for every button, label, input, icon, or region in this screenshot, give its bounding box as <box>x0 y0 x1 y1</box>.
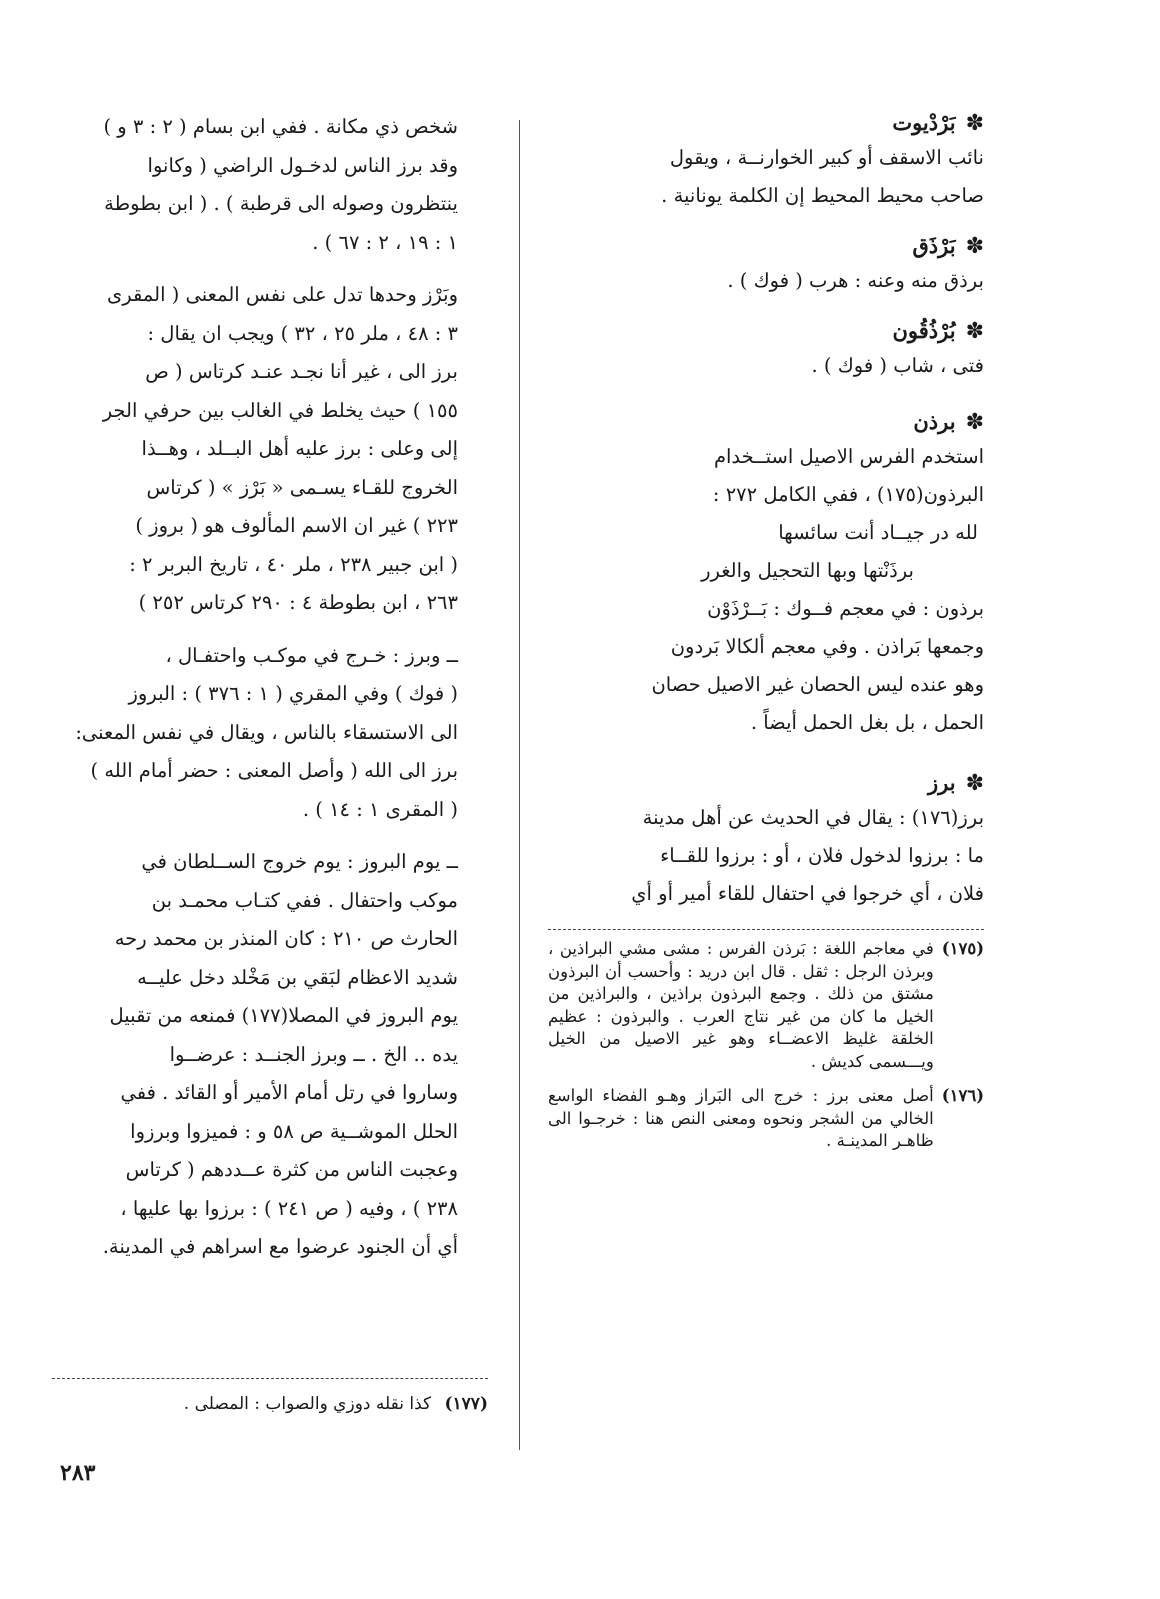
text-line: ( المقرى ١ : ١٤ ) . <box>302 797 458 821</box>
asterisk-icon: ✽ <box>965 410 984 435</box>
text-line: ١ : ١٩ ، ٢ : ٦٧ ) . <box>312 230 458 254</box>
entry-headword: بَرْدْيوت <box>892 110 956 135</box>
footnote-text: كذا نقله دوزي والصواب : المصلى . <box>183 1394 432 1414</box>
footnote-number: (١٧٧) <box>444 1394 488 1414</box>
text-line: موكب واحتفال . ففي كتـاب محمـد بن <box>151 888 458 912</box>
verse-line: لله در جيــاد أنت سائسها <box>778 521 978 544</box>
footnote-divider <box>548 929 984 930</box>
entry-headword: برذن <box>913 409 956 434</box>
text-line: وعجبت الناس من كثرة عــددهم ( كرتاس <box>125 1158 458 1181</box>
entry-line: استخدم الفرس الاصيل استــخدام <box>713 445 984 468</box>
entry-headword: برز <box>927 770 956 795</box>
text-line: الحلل الموشــية ص ٥٨ و : فميزوا وبرزوا <box>130 1119 458 1143</box>
text-line: ــ يوم البروز : يوم خروج الســلطان في <box>141 850 458 873</box>
footnote-text: في معاجم اللغة : بَرذن الفرس : مشى مشي البراذين ، وبرذن الرجل : ثقل . قال ابن دريد : وأحسب أن البرذون مشتق من ذلك . وجمع البرذون براذين ، والبراذين من الخيل ما كان من غير نتاج العرب . والبرذون : عظيم الخلقة غليظ الاعضــاء وهو غير الاصيل من الخيل ويـــسمى كديش . <box>548 939 934 1071</box>
entry-line: فتى ، شاب ( فوك ) . <box>811 354 984 377</box>
text-line: وقد برز الناس لدخـول الراضي ( وكانوا <box>147 153 458 177</box>
entry-line: برذق منه وعنه : هرب ( فوك ) . <box>727 269 984 292</box>
entry-line: وهو عنده ليس الحصان غير الاصيل حصان <box>651 673 984 696</box>
paragraph <box>52 843 458 1267</box>
text-line: ٢٦٣ ، ابن بطوطة ٤ : ٢٩٠ كرتاس ٢٥٢ ) <box>138 591 458 614</box>
entry-line: ما : برزوا لدخول فلان ، أو : برزوا للقــاء <box>660 844 984 867</box>
left-column <box>52 108 458 1281</box>
paragraph <box>52 276 458 623</box>
text-line: ( فوك ) وفي المقري ( ١ : ٣٧٦ ) : البروز <box>128 682 458 705</box>
entry-headword: بُرْذُقُون <box>892 318 956 343</box>
footnote-number: (١٧٦) <box>941 1086 984 1105</box>
text-line: ١٥٥ ) حيث يخلط في الغالب بين حرفي الجر <box>102 398 458 422</box>
text-line: الخروج للقـاء يسـمى « بَرْز » ( كرتاس <box>146 475 458 499</box>
text-line: الحارث ص ٢١٠ : كان المنذر بن محمد رحه <box>114 927 458 950</box>
text-line: يوم البروز في المصلا(١٧٧) فمنعه من تقبيل <box>109 1004 458 1027</box>
text-line: ينتظرون وصوله الى قرطبة ) . ( ابن بطوطة <box>104 192 458 215</box>
text-line: يده .. الخ . ــ وبرز الجنــد : عرضــوا <box>169 1042 458 1066</box>
column-divider <box>519 120 520 1450</box>
text-line: شخص ذي مكانة . ففي ابن بسام ( ٢ : ٣ و ) <box>103 115 458 138</box>
footnote-176 <box>548 1085 984 1153</box>
entry-line: البرذون(١٧٥) ، ففي الكامل ٢٧٢ : <box>712 483 984 506</box>
asterisk-icon: ✽ <box>965 771 984 796</box>
paragraph <box>52 108 458 262</box>
asterisk-icon: ✽ <box>965 111 984 136</box>
text-line: وساروا في رتل أمام الأمير أو القائد . ففي <box>120 1081 458 1104</box>
entry-line: فلان ، أي خرجوا في احتفال للقاء أمير أو أي <box>631 882 984 905</box>
text-line: برز الى ، غير أنا نجـد عنـد كرتاس ( ص <box>145 360 458 383</box>
entry-bardhaq <box>548 231 984 300</box>
footnote-divider <box>52 1378 488 1379</box>
right-column <box>548 108 984 1165</box>
asterisk-icon: ✽ <box>965 234 984 259</box>
text-line: ٢٢٣ ) غير ان الاسم المألوف هو ( بروز ) <box>135 514 458 537</box>
entry-burdhuqun <box>548 316 984 385</box>
text-line: شديد الاعظام لبَقي بن مَخْلد دخل عليــه <box>137 965 458 989</box>
entry-bardiyut <box>548 108 984 215</box>
text-line: ٢٣٨ ) ، وفيه ( ص ٢٤١ ) : برزوا بها عليها ، <box>120 1196 458 1220</box>
verse-line: برذَنْتها وبها التحجيل والغرر <box>701 559 914 582</box>
entry-line: الحمل ، بل بغل الحمل أيضاً . <box>750 711 984 734</box>
text-line: ــ وبرز : خـرج في موكـب واحتفـال ، <box>165 643 458 667</box>
text-line: الى الاستسقاء بالناس ، ويقال في نفس المعنى: <box>75 720 458 744</box>
text-line: ٣ : ٤٨ ، ملر ٢٥ ، ٣٢ ) ويجب ان يقال : <box>147 321 458 345</box>
footnote-text: أصل معنى برز : خرج الى البَراز وهـو الفضاء الواسع الخالي من الشجر ونحوه ومعنى النص هنا : خرجـوا الى ظاهـر المدينـة . <box>548 1086 934 1150</box>
entry-line: صاحب محيط المحيط إن الكلمة يونانية . <box>661 184 984 207</box>
entry-line: برذون : في معجم فــوك : بَــرْذَوْن <box>707 597 984 620</box>
text-line: إلى وعلى : برز عليه أهل البــلد ، وهــذا <box>141 437 458 460</box>
entry-line: وجمعها بَراذن . وفي معجم ألكالا بَردون <box>670 635 984 658</box>
entry-baraza <box>548 768 984 913</box>
asterisk-icon: ✽ <box>965 319 984 344</box>
text-line: أي أن الجنود عرضوا مع اسراهم في المدينة. <box>102 1235 458 1258</box>
text-line: ( ابن جبير ٢٣٨ ، ملر ٤٠ ، تاريخ البربر ٢ : <box>129 552 458 576</box>
entry-headword: بَرْذَق <box>912 233 956 258</box>
entry-birdhawn <box>548 407 984 742</box>
page-number: ٢٨٣ <box>60 1460 96 1486</box>
entry-line: نائب الاسقف أو كبير الخوارنــة ، ويقول <box>669 146 984 169</box>
text-line: وبَرْز وحدها تدل على نفس المعنى ( المقرى <box>107 283 458 306</box>
footnote-number: (١٧٥) <box>941 939 984 958</box>
paragraph <box>52 637 458 830</box>
entry-line: برز(١٧٦) : يقال في الحديث عن أهل مدينة <box>642 806 984 829</box>
footnote-175 <box>548 938 984 1073</box>
text-line: برز الى الله ( وأصل المعنى : حضر أمام الله ) <box>90 759 458 782</box>
footnote-177 <box>52 1392 488 1416</box>
